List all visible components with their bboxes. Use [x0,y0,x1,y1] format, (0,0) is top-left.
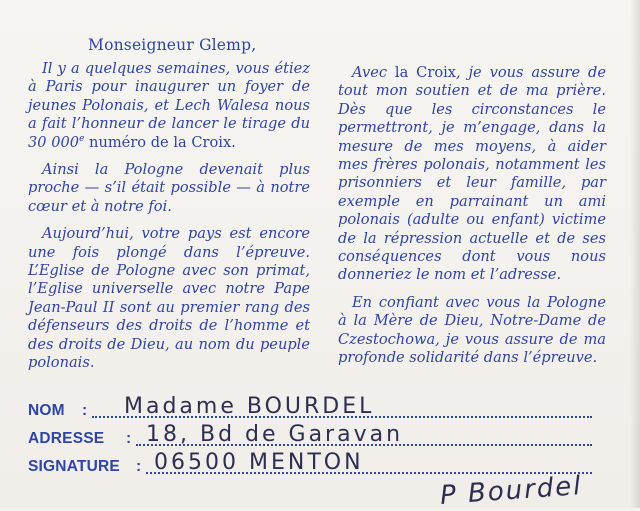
text-run: numéro de la Croix. [84,133,236,151]
text-run: Aujourd’hui, votre pays est encore une fois plongé dans l’épreuve. L’Eglise de Pologne avec son primat, l’Eglise universelle avec notre Pape Jean-Paul II sont au premier rang des défenseurs des droits de l’homme et des droits de Dieu, au nom du peuple polonais. [28,225,310,372]
text-run: la Croix [394,64,456,81]
right-paragraph [338,64,606,285]
paper-edge [630,0,640,508]
letter-left-column [28,60,310,382]
text-run: Ainsi la Pologne devenait plus proche — s’il était possible — à notre cœur et à notre foi. [28,161,310,215]
text-run: Avec [352,64,395,81]
text-run: En confiant avec vous la Pologne à la Mère de Dieu, Notre-Dame de Czestochowa, je vous assure de ma profonde solidarité dans l’épreuve. [338,293,606,367]
left-paragraph [28,161,310,216]
signature-input[interactable]: 06500 MENTON [154,450,364,475]
adresse-input[interactable]: 18, Bd de Garavan [146,422,404,447]
adresse-row [28,422,618,452]
handwritten-signature: P Bourdel [439,471,584,511]
signature-label: SIGNATURE [28,458,120,475]
nom-row [28,394,618,424]
signature-colon: : [136,458,142,475]
text-run: Il y a quelques semaines, vous étiez à Paris pour inaugurer un foyer de jeunes Polonais, et Lech Walesa nous a fait l’honneur de lancer le tirage du 30 000 [28,60,310,151]
nom-label: NOM [28,402,65,419]
left-paragraph [28,60,310,152]
text-run: e [79,133,85,144]
letter-right-column [338,64,606,377]
adresse-colon: : [126,430,132,447]
adresse-label: ADRESSE [28,430,105,447]
left-paragraph [28,225,310,372]
nom-input[interactable]: Madame BOURDEL [124,394,375,419]
text-run: , je vous assure de tout mon soutien et de ma prière. Dès que les circonstances le permettront, je m’engage, dans la mesure de mes moyens, à aider mes frères polonais, notamment les prisonniers et leur famille, par exemple en parrainant un ami polonais (adulte ou enfant) victime de la répression actuelle et de ses conséquences dont vous nous donneriez le nom et l’adresse. [338,64,606,284]
salutation: Monseigneur Glemp, [88,36,257,54]
nom-colon: : [82,402,88,419]
right-paragraph [338,294,606,368]
